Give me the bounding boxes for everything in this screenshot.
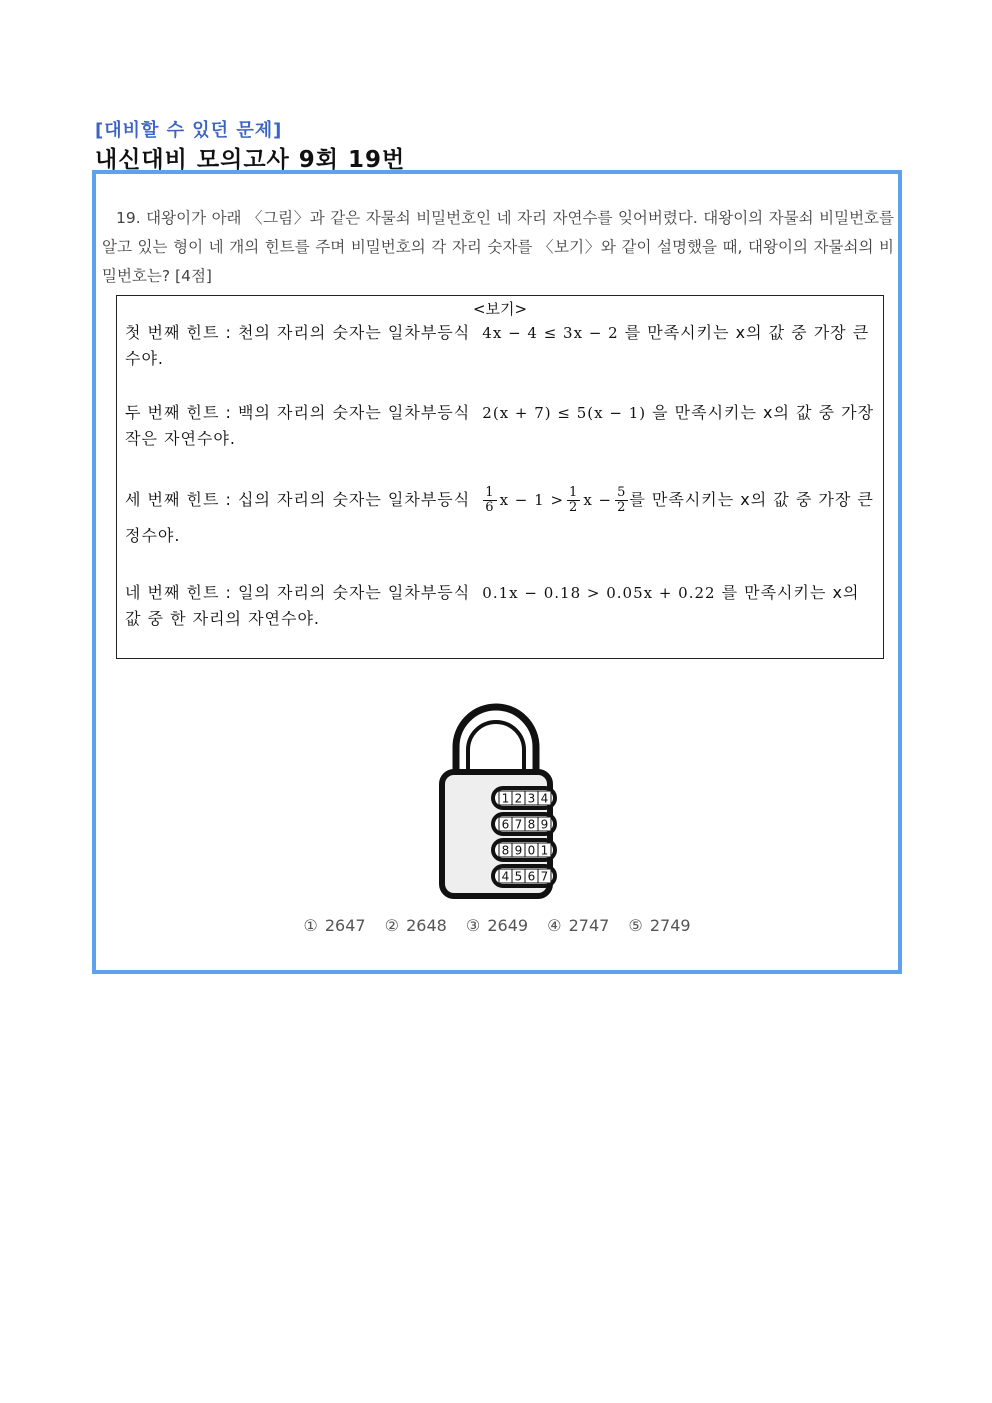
lock-digit: 0 [527, 843, 536, 858]
hint-2 [125, 400, 877, 452]
question-body: 19. 대왕이가 아래 〈그림〉과 같은 자물쇠 비밀번호인 네 자리 자연수를 잊어버렸다. 대왕이의 자물쇠 비밀번호를 알고 있는 형이 네 개의 힌트를 주며 비밀번호의 각 자리 숫자를 〈보기〉와 같이 설명했을 때, 대왕이의 자물쇠의 비밀번호는? [4점] [102, 209, 894, 285]
hint-box-title: <보기> [472, 300, 528, 318]
lock-digit: 3 [527, 791, 536, 806]
hint-3-fraction-1: $\frac{1}{6}$ [485, 485, 495, 515]
hint-3-mid-2: x − [583, 491, 613, 509]
hint-4-label: 네 번째 힌트 : 일의 자리의 숫자는 일차부등식 [125, 583, 471, 602]
page-title: 내신대비 모의고사 9회 19번 [95, 147, 406, 173]
choice-5[interactable]: ⑤ 2749 [628, 916, 691, 935]
hint-3-fraction-3: $\frac{5}{2}$ [617, 485, 627, 515]
hint-4-text: 를 만족시키는 x의 값 중 한 자리의 자연수야. [125, 583, 860, 628]
lock-digit: 8 [501, 843, 510, 858]
question-text [102, 204, 894, 291]
choice-4[interactable]: ④ 2747 [547, 916, 610, 935]
lock-digit: 1 [540, 843, 549, 858]
lock-digit: 1 [501, 791, 510, 806]
problem-frame [92, 170, 902, 974]
lock-digit: 7 [540, 869, 549, 884]
hint-2-label: 두 번째 힌트 : 백의 자리의 숫자는 일차부등식 [125, 403, 471, 422]
hint-3-mid-1: x − 1 > [499, 491, 565, 509]
lock-digit: 9 [514, 843, 523, 858]
hint-1-inequality: 4x − 4 ≤ 3x − 2 [482, 324, 619, 342]
hint-3-text: 를 만족시키는 x의 값 중 가장 큰 정수야. [125, 490, 874, 545]
lock-digit: 6 [527, 869, 536, 884]
lock-digit: 6 [501, 817, 510, 832]
hint-1-text: 를 만족시키는 x의 값 중 가장 큰 수야. [125, 323, 870, 368]
hint-1 [125, 320, 877, 372]
hint-4-inequality: 0.1x − 0.18 > 0.05x + 0.22 [482, 584, 716, 602]
choice-2[interactable]: ② 2648 [384, 916, 447, 935]
hint-4 [125, 580, 877, 632]
answer-choices [96, 916, 898, 935]
padlock-icon [436, 702, 566, 902]
hint-3 [125, 482, 877, 554]
hint-3-label: 세 번째 힌트 : 십의 자리의 숫자는 일차부등식 [125, 490, 471, 509]
hint-1-label: 첫 번째 힌트 : 천의 자리의 숫자는 일차부등식 [125, 323, 471, 342]
hint-2-text: 을 만족시키는 x의 값 중 가장 작은 자연수야. [125, 403, 875, 448]
lock-digit: 5 [514, 869, 523, 884]
hint-box [116, 295, 884, 659]
choice-1[interactable]: ① 2647 [303, 916, 366, 935]
hint-2-inequality: 2(x + 7) ≤ 5(x − 1) [482, 404, 647, 422]
category-label: [대비할 수 있던 문제] [95, 120, 283, 141]
lock-digit: 8 [527, 817, 536, 832]
lock-digit: 9 [540, 817, 549, 832]
lock-digit: 4 [501, 869, 510, 884]
choice-3[interactable]: ③ 2649 [465, 916, 529, 935]
lock-digit: 2 [514, 791, 523, 806]
hint-3-fraction-2: $\frac{1}{2}$ [569, 485, 579, 515]
lock-digit: 7 [514, 817, 523, 832]
lock-digit: 4 [540, 791, 549, 806]
